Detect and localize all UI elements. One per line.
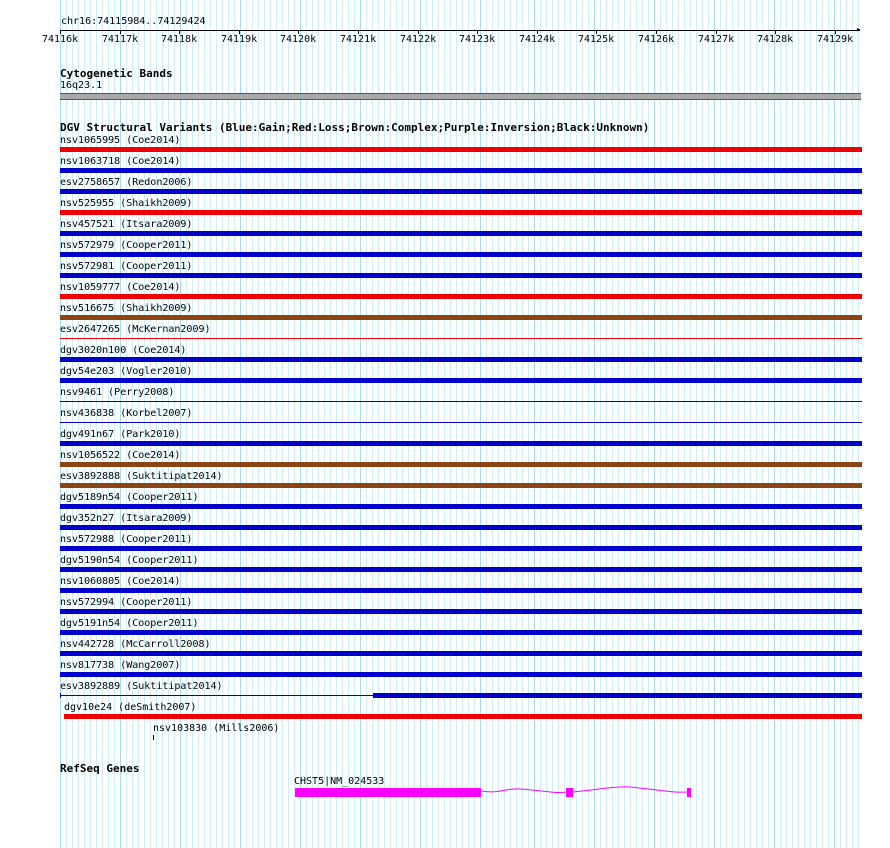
- gridline: [720, 0, 721, 848]
- variant-feature[interactable]: [373, 693, 862, 698]
- ruler-tick-label: 74124k: [519, 34, 556, 45]
- variant-feature[interactable]: [60, 231, 862, 236]
- variant-feature[interactable]: [60, 504, 862, 509]
- gridline: [660, 0, 661, 848]
- gene-exon: [566, 788, 573, 797]
- ruler-line: [60, 30, 860, 31]
- refseq-track-title[interactable]: RefSeq Genes: [60, 762, 140, 775]
- variant-label[interactable]: nsv1059777 (Coe2014): [60, 282, 181, 293]
- gridline: [666, 0, 667, 848]
- variant-label[interactable]: nsv525955 (Shaikh2009): [60, 198, 193, 209]
- gridline: [828, 0, 829, 848]
- variant-feature[interactable]: [60, 210, 862, 215]
- variant-label[interactable]: nsv572981 (Cooper2011): [60, 261, 193, 272]
- variant-feature[interactable]: [153, 735, 154, 740]
- gene-exon: [295, 788, 481, 797]
- gridline: [714, 0, 715, 848]
- variant-label[interactable]: esv2647265 (McKernan2009): [60, 324, 211, 335]
- gridline: [816, 0, 817, 848]
- variant-feature[interactable]: [60, 462, 862, 467]
- cytoband-label: 16q23.1: [60, 80, 103, 91]
- variant-label[interactable]: nsv9461 (Perry2008): [60, 387, 175, 398]
- variant-feature[interactable]: [60, 567, 862, 572]
- gridline: [678, 0, 679, 848]
- variant-label[interactable]: nsv572988 (Cooper2011): [60, 534, 193, 545]
- variant-label[interactable]: nsv516675 (Shaikh2009): [60, 303, 193, 314]
- gridline: [702, 0, 703, 848]
- variant-feature[interactable]: [60, 168, 862, 173]
- gridline: [786, 0, 787, 848]
- gridline: [762, 0, 763, 848]
- gridline: [852, 0, 853, 848]
- ruler-tick-label: 74125k: [578, 34, 615, 45]
- variant-label[interactable]: esv3892889 (Suktitipat2014): [60, 681, 223, 692]
- variant-feature[interactable]: [60, 189, 862, 194]
- variant-label[interactable]: esv2758657 (Redon2006): [60, 177, 193, 188]
- dgv-track-title[interactable]: DGV Structural Variants (Blue:Gain;Red:Loss;Brown:Complex;Purple:Inversion;Black:Unknown): [60, 121, 650, 134]
- gridline: [792, 0, 793, 848]
- variant-label[interactable]: dgv491n67 (Park2010): [60, 429, 181, 440]
- variant-label[interactable]: dgv3020n100 (Coe2014): [60, 345, 187, 356]
- gene-exon: [687, 788, 691, 797]
- gene-intron: [481, 789, 567, 793]
- variant-feature[interactable]: [60, 338, 862, 339]
- gridline: [856, 0, 862, 848]
- gridline: [750, 0, 751, 848]
- variant-feature[interactable]: [60, 147, 862, 152]
- gridline: [804, 0, 805, 848]
- ruler-tick-label: 74116k: [42, 34, 79, 45]
- variant-label[interactable]: nsv457521 (Itsara2009): [60, 219, 193, 230]
- variant-feature[interactable]: [60, 672, 862, 677]
- variant-label[interactable]: dgv5191n54 (Cooper2011): [60, 618, 199, 629]
- gridline: [744, 0, 745, 848]
- variant-feature[interactable]: [60, 441, 862, 446]
- gridline: [810, 0, 811, 848]
- variant-feature[interactable]: [60, 588, 862, 593]
- gridline: [774, 0, 775, 848]
- gridline: [732, 0, 733, 848]
- gridline: [822, 0, 823, 848]
- variant-label[interactable]: nsv1060805 (Coe2014): [60, 576, 181, 587]
- variant-feature[interactable]: [60, 693, 61, 698]
- ruler-tick-label: 74119k: [221, 34, 258, 45]
- ruler-tick-label: 74129k: [817, 34, 854, 45]
- gridline: [684, 0, 685, 848]
- variant-label[interactable]: nsv103830 (Mills2006): [153, 723, 280, 734]
- variant-feature[interactable]: [60, 357, 862, 362]
- ruler-tick-label: 74128k: [757, 34, 794, 45]
- variant-feature[interactable]: [60, 609, 862, 614]
- gridline: [738, 0, 739, 848]
- gridline: [780, 0, 781, 848]
- cytoband-bar[interactable]: [60, 93, 861, 100]
- variant-feature[interactable]: [60, 401, 862, 402]
- gridline: [696, 0, 697, 848]
- gridline: [726, 0, 727, 848]
- variant-feature[interactable]: [60, 315, 862, 320]
- variant-label[interactable]: dgv5190n54 (Cooper2011): [60, 555, 199, 566]
- variant-feature[interactable]: [60, 252, 862, 257]
- gridline: [768, 0, 769, 848]
- variant-label[interactable]: dgv10e24 (deSmith2007): [64, 702, 197, 713]
- gridline: [846, 0, 847, 848]
- variant-feature[interactable]: [60, 294, 862, 299]
- ruler-tick-label: 74123k: [459, 34, 496, 45]
- gridline: [654, 0, 655, 848]
- variant-feature[interactable]: [60, 525, 862, 530]
- ruler-tick-label: 74118k: [161, 34, 198, 45]
- gridline: [840, 0, 841, 848]
- variant-label[interactable]: nsv817738 (Wang2007): [60, 660, 181, 671]
- ruler-tick-label: 74122k: [400, 34, 437, 45]
- variant-feature[interactable]: [64, 714, 862, 719]
- gene-intron: [573, 787, 688, 792]
- ruler-tick-label: 74127k: [698, 34, 735, 45]
- cytoband-track-title[interactable]: Cytogenetic Bands: [60, 67, 173, 80]
- variant-feature[interactable]: [60, 630, 862, 635]
- variant-label[interactable]: nsv1065995 (Coe2014): [60, 135, 181, 146]
- variant-label[interactable]: nsv442728 (McCarroll2008): [60, 639, 211, 650]
- variant-feature[interactable]: [60, 273, 862, 278]
- ruler-tick-label: 74120k: [280, 34, 317, 45]
- variant-label[interactable]: nsv1063718 (Coe2014): [60, 156, 181, 167]
- ruler-tick-label: 74117k: [102, 34, 139, 45]
- variant-label[interactable]: nsv572979 (Cooper2011): [60, 240, 193, 251]
- ruler-arrow-right-icon: ▸: [856, 25, 862, 35]
- variant-feature[interactable]: [60, 422, 862, 423]
- gridline: [690, 0, 691, 848]
- variant-feature[interactable]: [60, 483, 862, 488]
- gene-model[interactable]: [0, 780, 890, 804]
- variant-label[interactable]: dgv54e203 (Vogler2010): [60, 366, 193, 377]
- variant-feature[interactable]: [60, 651, 862, 656]
- variant-label[interactable]: esv3892888 (Suktitipat2014): [60, 471, 223, 482]
- variant-feature[interactable]: [60, 378, 862, 383]
- gridline: [798, 0, 799, 848]
- variant-label[interactable]: nsv1056522 (Coe2014): [60, 450, 181, 461]
- variant-feature[interactable]: [60, 695, 373, 696]
- gridline: [672, 0, 673, 848]
- variant-label[interactable]: dgv5189n54 (Cooper2011): [60, 492, 199, 503]
- variant-label[interactable]: nsv436838 (Korbel2007): [60, 408, 193, 419]
- gridline: [708, 0, 709, 848]
- location-label: chr16:74115984..74129424: [61, 16, 206, 27]
- ruler-tick-label: 74121k: [340, 34, 377, 45]
- variant-label[interactable]: nsv572994 (Cooper2011): [60, 597, 193, 608]
- gridline: [834, 0, 835, 848]
- variant-feature[interactable]: [60, 546, 862, 551]
- variant-label[interactable]: dgv352n27 (Itsara2009): [60, 513, 193, 524]
- ruler-tick-label: 74126k: [638, 34, 675, 45]
- gridline: [756, 0, 757, 848]
- gene-label[interactable]: CHST5|NM_024533: [294, 776, 385, 787]
